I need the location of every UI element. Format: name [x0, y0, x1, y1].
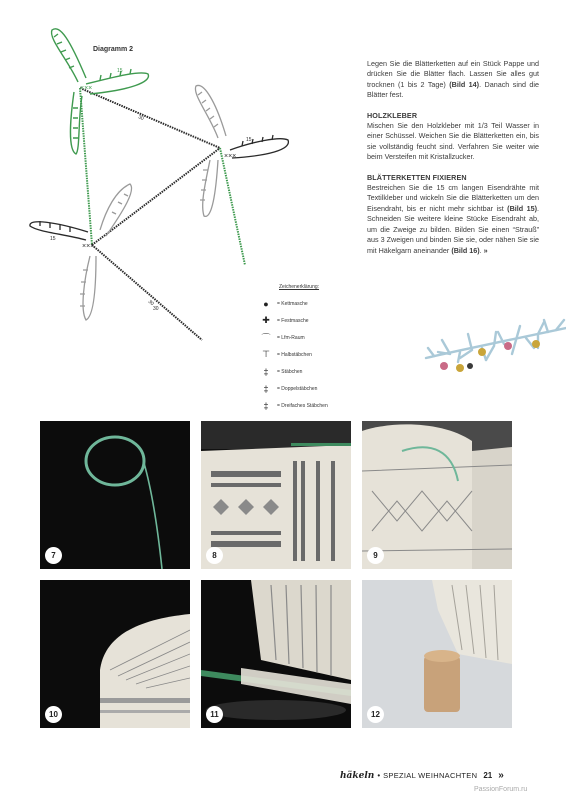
photo-reference: (Bild 15): [507, 203, 538, 213]
photo-11: [201, 580, 351, 728]
berry-branch-illustration: [420, 306, 566, 382]
triple-dc-icon: ‡: [263, 400, 269, 411]
photo-number-badge: 7: [45, 547, 62, 564]
berry-icon: [456, 364, 464, 372]
lace-on-wood-image: [362, 580, 512, 728]
photo-12: [362, 580, 512, 728]
lace-closeup-image: [201, 421, 351, 569]
svg-text:15: 15: [246, 137, 252, 143]
half-dc-icon: ⊤: [262, 349, 270, 359]
legend-item: [255, 380, 365, 397]
svg-text:15: 15: [117, 68, 123, 74]
lace-fan-image: [40, 580, 190, 728]
dot-icon: ●: [263, 298, 269, 309]
photo-reference: (Bild 16): [451, 245, 480, 255]
diagram-legend: [255, 284, 365, 414]
photo-number-badge: 9: [367, 547, 384, 564]
photo-7: [40, 421, 190, 569]
berry-icon: [532, 340, 540, 348]
legend-title: Zeichenerklärung:: [279, 284, 320, 290]
berry-icon: [504, 342, 512, 350]
photo-number-badge: 10: [45, 706, 62, 723]
legend-item: [255, 312, 365, 329]
photo-reference: (Bild 14): [449, 79, 480, 89]
intro-paragraph: [367, 59, 539, 101]
page-number: 21: [483, 771, 493, 780]
legend-item: [255, 346, 365, 363]
double-dc-icon: ‡: [263, 383, 269, 394]
plus-icon: ✚: [262, 315, 270, 325]
lace-edge-image: [201, 580, 351, 728]
svg-text:×××: ×××: [224, 153, 237, 160]
berry-icon: [467, 363, 473, 369]
legend-label: = Doppelstäbchen: [277, 385, 318, 392]
photo-10: [40, 580, 190, 728]
footer-separator: •: [377, 771, 381, 780]
instructions-column: [367, 59, 539, 256]
holzkleber-paragraph: Mischen Sie den Holzkleber mit 1/3 Teil Wasser in einer Schüssel. Weichen Sie die Blätterketten ein, bis sie vollständig feucht sind. Verfahren Sie weiter wie beim Versteifen mit Kristallzucker.: [367, 121, 539, 162]
legend-item: [255, 363, 365, 380]
photo-9: [362, 421, 512, 569]
legend-item: [255, 397, 365, 414]
photo-8: [201, 421, 351, 569]
svg-text:×××: ×××: [82, 243, 95, 250]
magazine-brand: häkeln: [340, 771, 375, 781]
dc-icon: ‡: [263, 366, 269, 377]
svg-text:30: 30: [137, 114, 145, 123]
diagram-title: Diagramm 2: [93, 46, 134, 53]
legend-label: = Festmasche: [277, 317, 309, 324]
next-page-arrow-icon[interactable]: »: [498, 770, 504, 781]
crochet-diagram: [20, 20, 350, 411]
legend-label: = Kettmasche: [277, 300, 308, 307]
legend-label: = Stäbchen: [277, 368, 303, 375]
legend-label: = Lfm-Raum: [277, 334, 305, 341]
legend-item: [255, 295, 365, 312]
continue-arrow-icon: »: [483, 245, 488, 255]
lace-with-wire-image: [362, 421, 512, 569]
photo-number-badge: 11: [206, 706, 223, 723]
photo-number-badge: 12: [367, 706, 384, 723]
svg-text:30: 30: [153, 306, 159, 312]
svg-text:15: 15: [50, 236, 56, 242]
fixieren-text: . Schneiden Sie weitere kleine Stücke Eisendraht ab, um die Zweige zu bilden. Bilden Sie einen “Strauß” aus 3 Zweigen und binden Sie sie, oder nähen Sie sie mit Häkelgarn aneinander: [367, 203, 540, 255]
intro-text-end: . Danach sind die Blätter fest.: [367, 79, 539, 100]
magazine-section: SPEZIAL WEIHNACHTEN: [383, 771, 478, 780]
wire-ring-image: [40, 421, 190, 569]
section-heading-holzkleber: HOLZKLEBER: [367, 110, 418, 120]
legend-label: = Halbstäbchen: [277, 351, 312, 358]
svg-text:30: 30: [146, 298, 155, 308]
watermark: PassionForum.ru: [474, 786, 528, 793]
fixieren-paragraph: [367, 183, 539, 256]
fixieren-text: Bestreichen Sie die 15 cm langen Eisendrähte mit Textilkleber und wickeln Sie die Blätterketten um den Eisendraht, bis er nicht mehr sichtbar ist: [367, 183, 539, 213]
legend-label: = Dreifaches Stäbchen: [277, 402, 328, 409]
intro-text: Legen Sie die Blätterketten auf ein Stück Pappe und drücken Sie die Blätter flach. Lassen Sie alles gut trocknen (1 bis 2 Tage): [367, 59, 539, 89]
svg-text:×××: ×××: [80, 85, 93, 92]
page-footer: [340, 770, 504, 784]
section-heading-fixieren: BLÄTTERKETTEN FIXIEREN: [367, 172, 467, 182]
legend-item: [255, 329, 365, 346]
photo-number-badge: 8: [206, 547, 223, 564]
berry-icon: [478, 348, 486, 356]
fixieren-text: .: [479, 245, 482, 255]
berry-icon: [440, 362, 448, 370]
loop-icon: ⌒: [261, 333, 271, 343]
